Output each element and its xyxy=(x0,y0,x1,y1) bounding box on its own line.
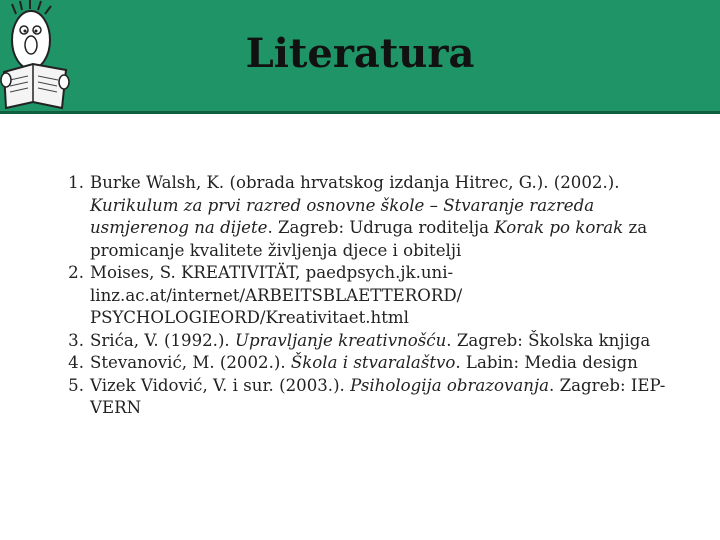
list-number: 4. xyxy=(68,353,84,372)
reference-list xyxy=(52,172,692,420)
header-divider xyxy=(0,111,720,114)
reference-title: Korak po korak xyxy=(494,218,624,237)
list-item xyxy=(52,375,692,420)
reference-text: Vizek Vidović, V. i sur. (2003.). xyxy=(90,375,351,395)
reference-text: Moises, S. KREATIVITÄT, paedpsych.jk.uni-linz.ac.at/internet/ARBEITSBLAETTERORD/ PSYCHOLOGIEORD/Kreativitaet.html xyxy=(90,263,463,327)
reference-text: . Zagreb: IEP-VERN xyxy=(90,375,666,417)
reference-title: Upravljanje kreativnošću xyxy=(234,330,447,350)
list-number: 1. xyxy=(68,173,84,192)
header-bar xyxy=(0,0,720,111)
page-title: Literatura xyxy=(245,30,475,77)
reference-text: za promicanje kvalitete življenja djece i obitelji xyxy=(90,218,648,260)
list-item xyxy=(52,172,692,262)
list-item xyxy=(52,262,692,330)
list-item xyxy=(52,352,692,375)
reference-text: . Labin: Media design xyxy=(455,353,638,372)
list-item xyxy=(52,330,692,353)
reference-title: Škola i stvaralaštvo xyxy=(290,353,456,372)
reference-text: . Zagreb: Udruga roditelja xyxy=(267,218,495,237)
reference-text: Burke Walsh, K. (obrada hrvatskog izdanja Hitrec, G.). (2002.). xyxy=(90,173,620,192)
list-number: 2. xyxy=(68,263,84,282)
reference-text: Stevanović, M. (2002.). xyxy=(90,353,291,372)
list-number: 5. xyxy=(68,375,84,395)
reference-title: Psihologija obrazovanja xyxy=(350,375,550,395)
list-number: 3. xyxy=(68,330,84,350)
reference-text: . Zagreb: Školska knjiga xyxy=(446,330,651,350)
reference-text: Srića, V. (1992.). xyxy=(90,330,235,350)
reference-title: Kurikulum za prvi razred osnovne škole – Stvaranje razreda usmjerenog na dijete xyxy=(90,195,595,237)
